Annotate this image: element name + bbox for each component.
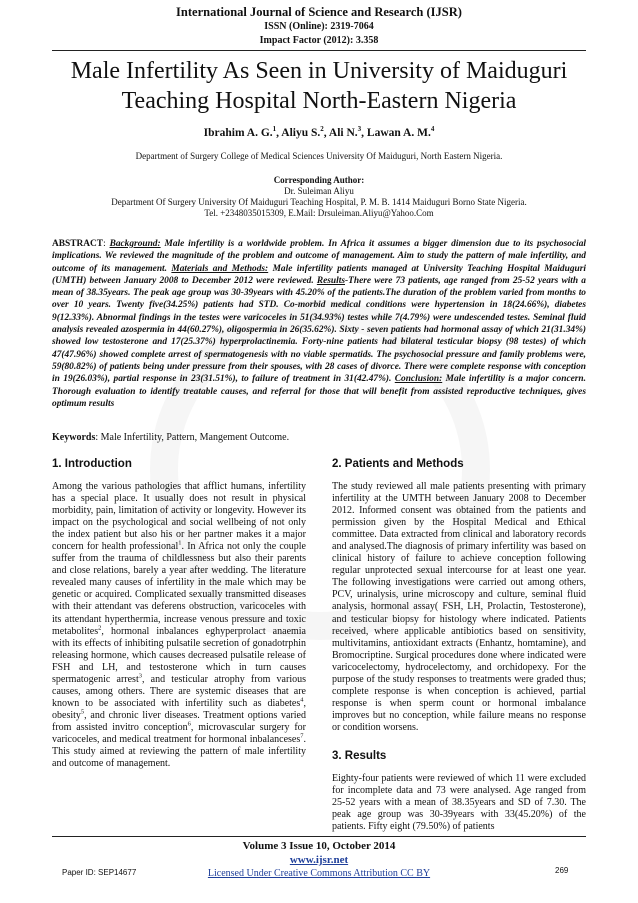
section-heading-methods: 2. Patients and Methods: [332, 458, 464, 470]
citation: 5: [80, 708, 85, 716]
results-paragraph: Eighty-four patients were reviewed of which 11 were excluded for incomplete data and 73 were analysed. Age ranged from 25-52 years with a mean of 38.35years and SD of 7.30. The peak age group was 30-39years with 33(45.20%) of the patients. Fifty eight (79.50%) of patients: [332, 772, 586, 833]
paper-title: [40, 56, 598, 116]
author-affiliation: 1: [272, 125, 277, 133]
abstract-conclusion-text: Male infertility is a major concern. Thorough evaluation to identify treatable causes, and referral for those that will benefit from assisted reproductive techniques, gives optimum results: [52, 374, 586, 409]
right-column: [332, 458, 586, 833]
abstract-methods-label: Materials and Methods:: [171, 263, 269, 274]
corresponding-address: Department Of Surgery University Of Maiduguri Teaching Hospital, P. M. B. 1414 Maiduguri Borno State Nigeria.: [111, 197, 527, 207]
author-affiliation: 2: [320, 125, 324, 133]
abstract-background-label: Background:: [109, 239, 161, 249]
footer-license-link[interactable]: Licensed Under Creative Commons Attribution CC BY: [207, 868, 431, 879]
author-name: Aliyu S.: [281, 126, 321, 139]
citation: 4: [300, 696, 304, 704]
title-line-1: Male Infertility As Seen in University of Maiduguri: [70, 58, 568, 84]
corresponding-name: Dr. Suleiman Aliyu: [284, 186, 354, 196]
author-list: Ibrahim A. G.$^1$, Aliyu S.$^2$, Ali N.$^3$, Lawan A. M.$^4$: [203, 125, 435, 139]
journal-name: International Journal of Science and Research (IJSR): [176, 5, 462, 19]
header-rule: [52, 50, 586, 51]
left-column: [52, 458, 306, 770]
keywords-text: : Male Infertility, Pattern, Mangement Outcome.: [95, 432, 290, 443]
keywords: [52, 432, 586, 443]
author-name: Ibrahim A. G.: [203, 126, 273, 139]
abstract-results-label: Results: [316, 275, 345, 286]
abstract: ABSTRACT: Background: Male infertility is a worldwide problem. In Africa it assumes a bigger dimension due to its psychosocial implications. We reviewed the magnitude of the problem and outcome of management. Aim to study the pattern of male infertility, and outcome of its management. Materials and Methods: Male infertility patients managed at University Teaching Hospital Maiduguri (UMTH) between January 2008 to December 2012 were reviewed. Results-There were 73 patients, age ranged from 25-52 years with a mean of 38.35years. The peak age group was 30-39years with 45.20% of the patients.The duration of the problem varied from months to over 10 years. Twenty five(34.25%) patients had STD. Co-morbid medical conditions were hypertension in 18(24.66%), diabetes 9(12.33%). Abnormal findings in the testes were varicoceles in 51(34.93%) testes while 7(4.79%) were undescended testes. Seminal fluid analysis revealed azospermia in 44(60.27%), oligospermia in 26(35.62%). Sixty - seven patients had hormonal assay of which 21(31.34%) showed low testosterone and 17(25.37%) hyperprolactinemia. Forty-nine patients had bilateral testicular biopsy (98 testes) of which 47(47.96%) showed complete arrest of spermatogenesis with no viable spermatids. The psychosocial pressure and family problems were, 59(80.82%) of patients being under pressure from their spouses, with 28 cases of divorce. There were complete response with conception in 19(26.03%), partial response in 23(31.51%), to failure of treatment in 31(42.47%). Conclusion: Male infertility is a major concern. Thorough evaluation to identify treatable causes, and referral for those that will benefit from assisted reproductive techniques, gives optimum results: [52, 239, 586, 409]
abstract-body: [52, 239, 586, 409]
footer-website-link[interactable]: www.ijsr.net: [289, 854, 349, 866]
section-heading-introduction: 1. Introduction: [52, 458, 132, 470]
abstract-label: ABSTRACT: [52, 239, 104, 249]
citation: 1: [178, 539, 182, 547]
abstract-results-text: -There were 73 patients, age ranged from 25-52 years with a mean of 38.35years. The peak age group was 30-39years with 45.20% of the patients.The duration of the problem varied from months to over 10 years. Twenty five(34.25%) patients had STD. Co-morbid medical conditions were hypertension in 18(24.66%), diabetes 9(12.33%). Abnormal findings in the testes were varicoceles in 51(34.93%) testes while 7(4.79%) were undescended testes. Seminal fluid analysis revealed azospermia in 44(60.27%), oligospermia in 26(35.62%). Sixty - seven patients had hormonal assay of which 21(31.34%) showed low testosterone and 17(25.37%) hyperprolactinemia. Forty-nine patients had bilateral testicular biopsy (98 testes) of which 47(47.96%) showed complete arrest of spermatogenesis with no viable spermatids. The psychosocial pressure and family problems were, 59(80.82%) of patients being under pressure from their spouses, with 28 cases of divorce. There were complete response with conception in 19(26.03%), partial response in 23(31.51%), to failure of treatment in 31(42.47%).: [52, 275, 586, 385]
footer-volume: Volume 3 Issue 10, October 2014: [242, 840, 396, 852]
footer-rule: [52, 836, 586, 837]
author-name: Lawan A. M.: [366, 126, 431, 139]
methods-paragraph: The study reviewed all male patients presenting with primary infertility at the UMTH between January 2008 to December 2012. Informed consent was obtained from the patients and permission given by the Hospital Medical and Ethical committee. Data extracted from clinical and laboratory records and analysed.The diagnosis of primary infertility was based on clinical history of failure to achieve conception following regular unprotected sexual intercourse for at least one year. The following investigations were carried out among others, PCV, urinalysis, urine microscopy and culture, seminal fluid analysis, hormonal assay( FSH, LH, Prolactin, Testosterone), and testicular biopsy for histology where indicated. Patients received, where applicable antibiotics based on sensitivity, multivitamins, antioxidant extracts (Enhantz, homtamine), and Bromocriptine. Surgical procedures done where indicated were varicocelectomy, hydrocelectomy, and orchidopexy. For the purpose of the study responses to treatments were graded thus; complete response is when conception is achieved, partial response is when sperm count or hormonal imbalance improves but no conception, while failure means no response or condition worsens.: [332, 481, 586, 733]
title-line-2: Teaching Hospital North-Eastern Nigeria: [121, 88, 517, 114]
citation: 7: [300, 732, 304, 740]
paper-id: Paper ID: SEP14677: [62, 868, 137, 877]
citation: 3: [138, 672, 142, 680]
corresponding-contact: Tel. +2348035015309, E.Mail: Drsuleiman.Aliyu@Yahoo.Com: [204, 208, 434, 218]
introduction-paragraph: Among the various pathologies that afflict humans, infertility has a special place. It usually does not result in physical morbidity, pain, limitation of activity or longevity. However its impact on the psychological and social wellbeing of not only the index patient but also his or her partner makes it a major concern for health professional$^1$. In Africa not only the couple suffer from the trauma of childlessness but also their parents and close relations, barely a year after wedding. The literature revealed many causes of infertility in the male which may be genetic or acquired. Complicated sexually transmitted diseases with their attendant vas deferens obstruction, varicoceles with its attendant hyperthermia, increase venous pressure and toxic metabolites$^2$, hormonal inbalances eghyperprolact anaemia with its effects of inhibiting pulsatile secretion of gonadotrphin releasing hormone, which causes decreased pulsatile release of FSH and LH, and testosterone which in turn causes spermatogenic arrest$^3$, and testicular atrophy from various causes, among others. There are systemic diseases that are known to be associated with infertility such as diabetes$^4$, obesity$^5$, and chronic liver diseases. Treatment options varied from assisted invitro conception$^6$, microvascular surgery for varicoceles, and medical treatment for hormonal inbalanceses$^7$. This study aimed at reviewing the pattern of male infertility and outcome of management.: [52, 481, 306, 770]
page-number: 269: [555, 866, 569, 875]
author-affiliation: 3: [357, 125, 362, 133]
impact-factor: Impact Factor (2012): 3.358: [259, 35, 379, 46]
department: Department of Surgery College of Medical Sciences University Of Maiduguri, North Eastern Nigeria.: [135, 151, 503, 161]
citation: 6: [187, 720, 191, 728]
author-affiliation: 4: [430, 125, 435, 133]
section-heading-results: 3. Results: [332, 749, 387, 762]
abstract-methods-text: Male infertility patients managed at University Teaching Hospital Maiduguri (UMTH) between January 2008 to December 2012 were reviewed.: [52, 263, 586, 286]
abstract-conclusion-label: Conclusion:: [394, 374, 443, 385]
journal-issn: ISSN (Online): 2319-7064: [264, 21, 374, 32]
keywords-label: Keywords: [52, 432, 96, 443]
abstract-background-text: Male infertility is a worldwide problem. In Africa it assumes a bigger dimension due to its psychosocial implications. We reviewed the magnitude of the problem and outcome of management. Aim to study the pattern of male infertility, and outcome of its management.: [52, 239, 586, 274]
author-name: Ali N.: [328, 126, 358, 139]
corresponding-heading: Corresponding Author:: [273, 175, 365, 185]
citation: 2: [98, 624, 102, 632]
